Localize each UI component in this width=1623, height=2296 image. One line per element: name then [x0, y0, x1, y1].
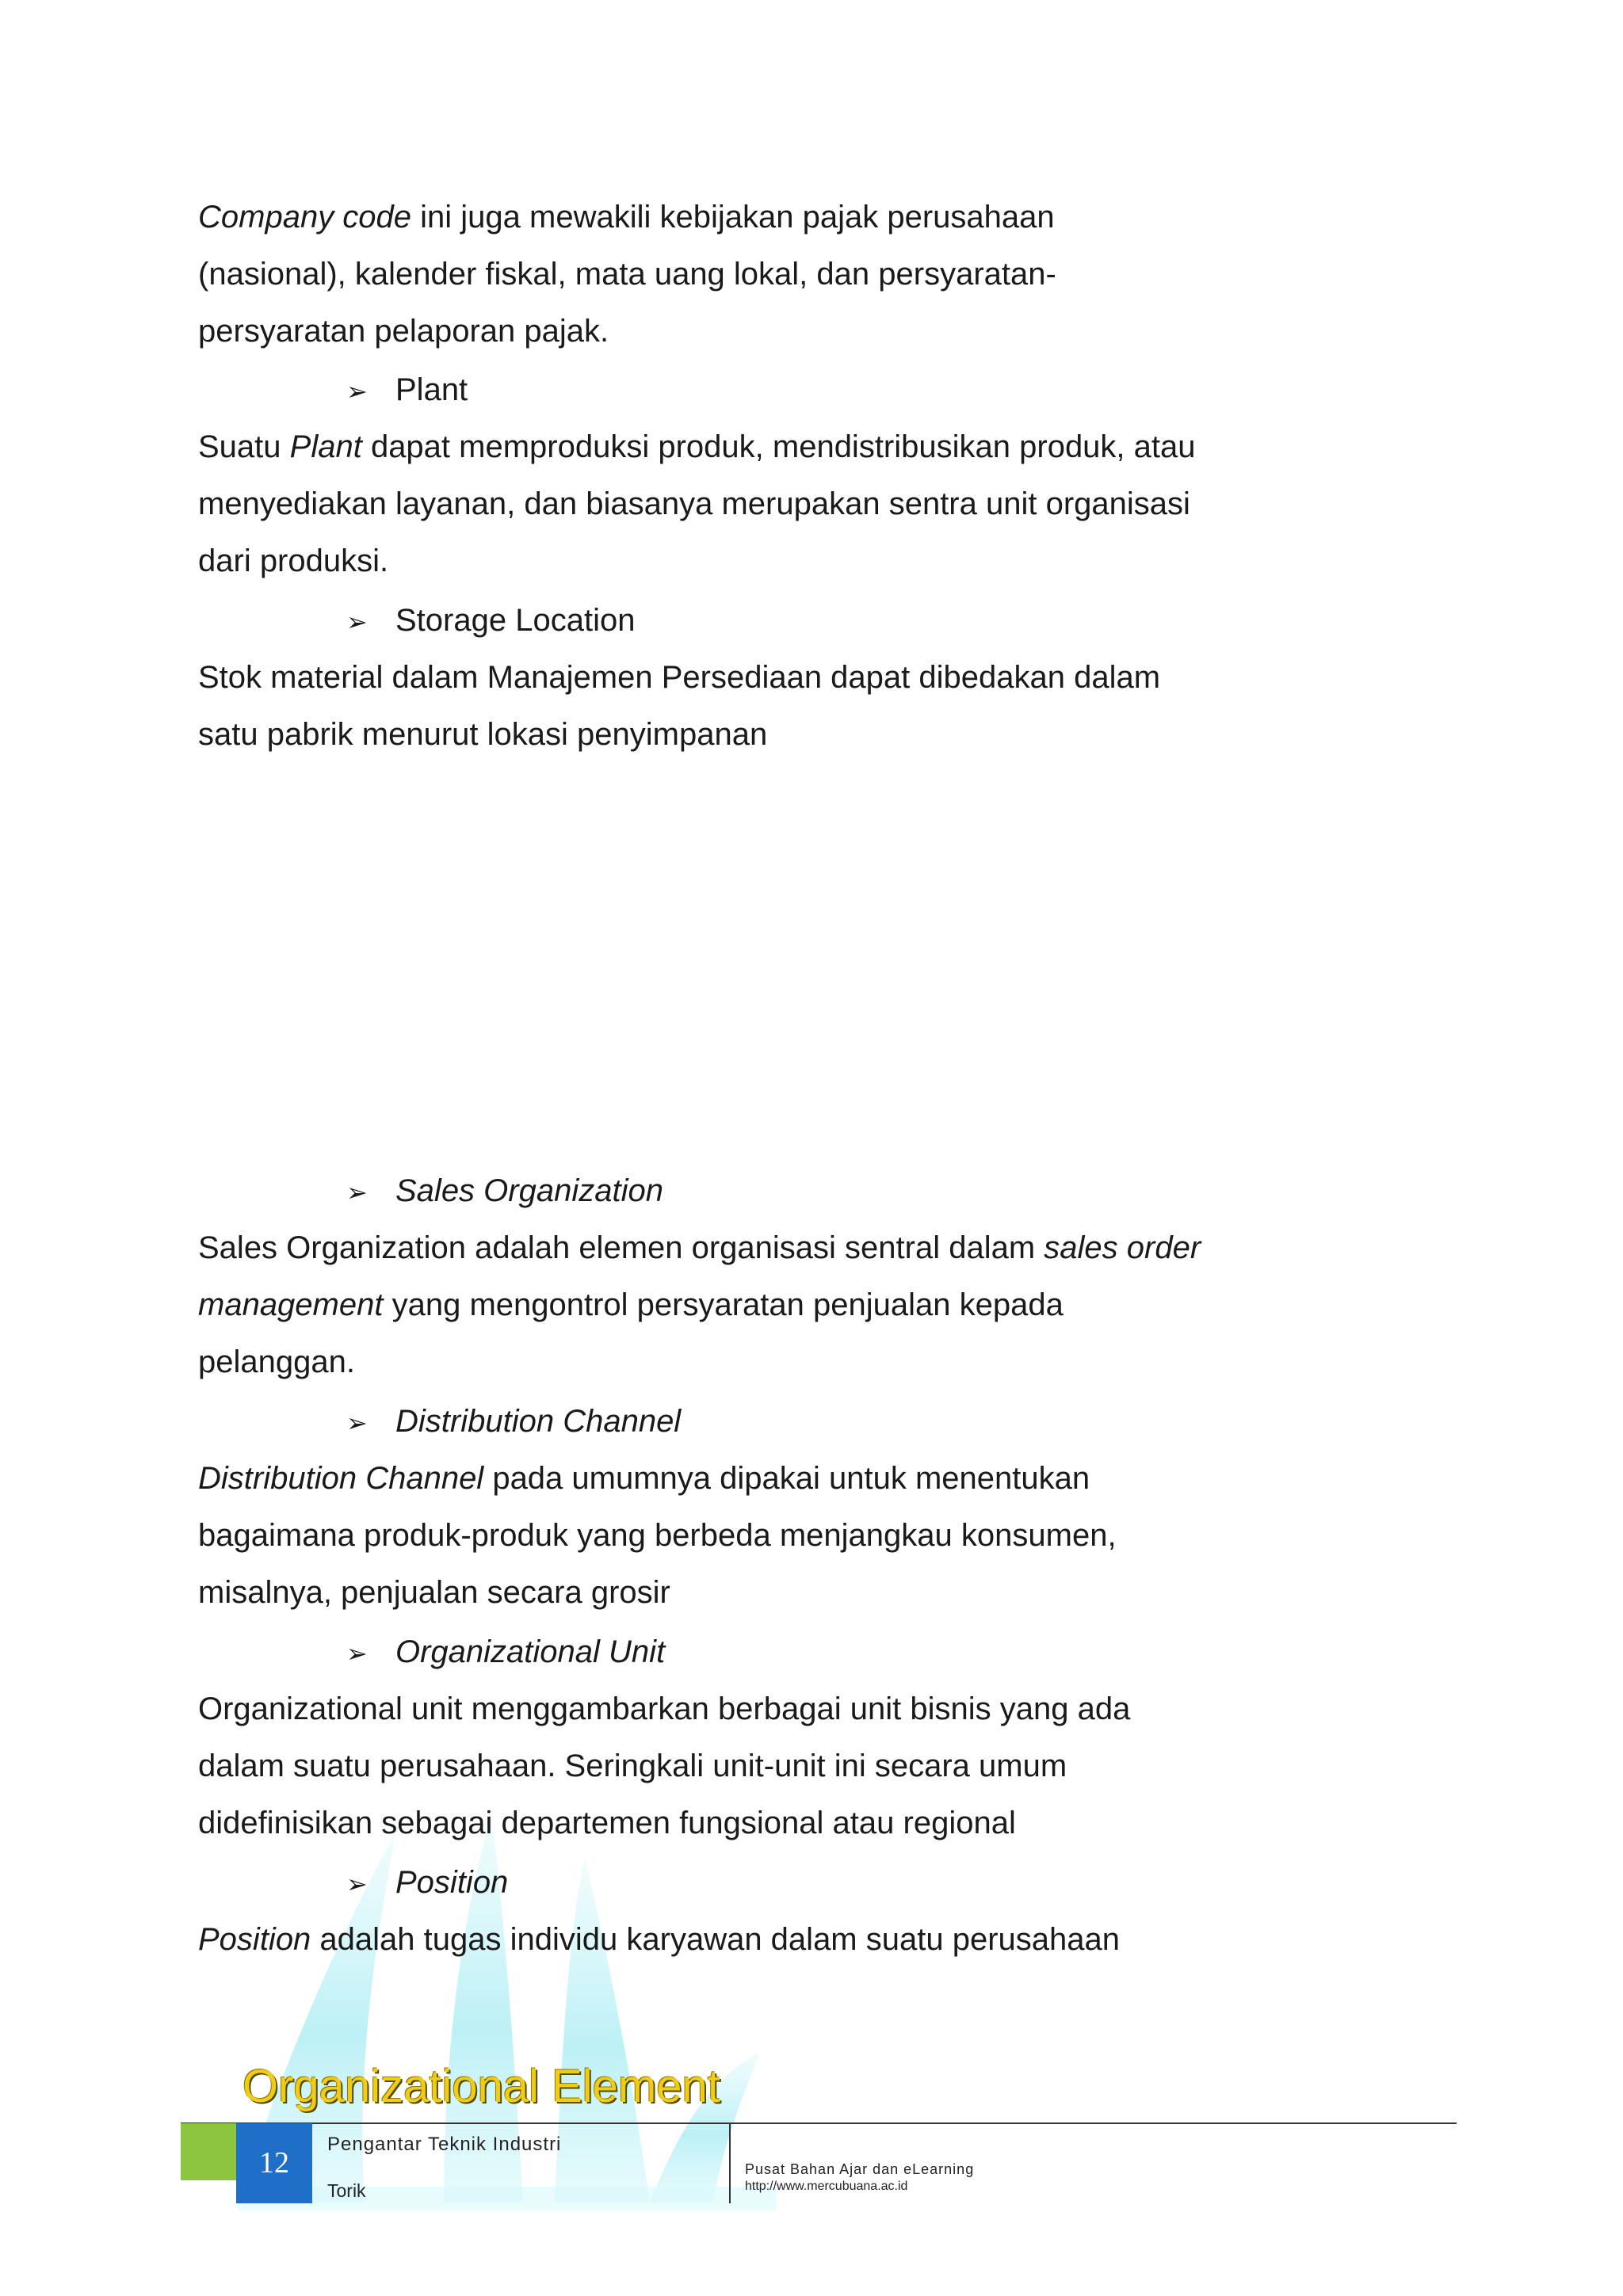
footer-divider-line — [181, 2122, 1457, 2124]
italic-term: Company code — [198, 200, 412, 235]
bullet-plant — [346, 361, 468, 420]
text-line: didefinisikan sebagai departemen fungsional atau regional — [198, 1806, 1016, 1840]
paragraph-position — [198, 1911, 1120, 1968]
italic-term: Plant — [289, 429, 362, 464]
paragraph-organizational-unit — [198, 1680, 1130, 1852]
text-line: Stok material dalam Manajemen Persediaan dapat dibedakan dalam — [198, 660, 1161, 695]
footer-vertical-divider — [729, 2123, 731, 2203]
text-line: dalam suatu perusahaan. Seringkali unit-unit ini secara umum — [198, 1749, 1067, 1783]
bullet-label: Sales Organization — [395, 1173, 663, 1208]
text-span: ini juga mewakili kebijakan pajak perusahaan — [411, 200, 1055, 235]
text-line: persyaratan pelaporan pajak. — [198, 314, 609, 349]
text-line — [198, 1219, 1201, 1276]
text-line — [198, 1276, 1201, 1333]
text-span: adalah tugas individu karyawan dalam suatu perusahaan — [311, 1922, 1120, 1957]
arrow-bullet-icon: ➢ — [346, 1870, 368, 1898]
text-line: misalnya, penjualan secara grosir — [198, 1575, 670, 1610]
italic-term: sales order — [1044, 1230, 1201, 1265]
text-line — [198, 1450, 1117, 1507]
text-span: Sales Organization adalah elemen organisasi sentral dalam — [198, 1230, 1044, 1265]
italic-term: management — [198, 1287, 384, 1322]
italic-term: Distribution Channel — [198, 1461, 484, 1496]
text-span: pada umumnya dipakai untuk menentukan — [483, 1461, 1090, 1496]
paragraph-sales — [198, 1219, 1201, 1390]
bullet-label: Plant — [395, 372, 468, 407]
bullet-organizational-unit — [346, 1623, 665, 1682]
text-line: pelanggan. — [198, 1344, 355, 1379]
arrow-bullet-icon: ➢ — [346, 1409, 368, 1437]
page-number: 12 — [259, 2146, 289, 2180]
bullet-label: Position — [395, 1865, 509, 1900]
arrow-bullet-icon: ➢ — [346, 1639, 368, 1668]
institution-url[interactable]: http://www.mercubuana.ac.id — [745, 2180, 908, 2193]
text-line: satu pabrik menurut lokasi penyimpanan — [198, 717, 768, 752]
bullet-storage-location — [346, 592, 635, 650]
arrow-bullet-icon: ➢ — [346, 608, 368, 636]
bullet-sales-organization — [346, 1162, 663, 1221]
paragraph-storage — [198, 649, 1160, 763]
year-badge — [181, 2123, 236, 2180]
text-span: yang mengontrol persyaratan penjualan kepada — [383, 1287, 1064, 1322]
text-line: Organizational unit menggambarkan berbagai unit bisnis yang ada — [198, 1691, 1131, 1726]
text-line: (nasional), kalender fiskal, mata uang lokal, dan persyaratan- — [198, 257, 1056, 292]
text-line: bagaimana produk-produk yang berbeda menjangkau konsumen, — [198, 1518, 1117, 1553]
bullet-position — [346, 1854, 508, 1913]
bullet-distribution-channel — [346, 1393, 681, 1451]
bullet-label: Organizational Unit — [395, 1634, 666, 1669]
course-title: Pengantar Teknik Industri — [327, 2134, 562, 2155]
italic-term: Position — [198, 1922, 311, 1957]
bullet-label: Storage Location — [395, 603, 636, 638]
arrow-bullet-icon: ➢ — [346, 1178, 368, 1207]
text-line: dari produksi. — [198, 543, 389, 578]
author-name: Torik — [327, 2180, 366, 2201]
text-line — [198, 1911, 1120, 1968]
paragraph-distribution — [198, 1450, 1117, 1621]
text-line — [198, 189, 1056, 246]
text-span: Suatu — [198, 429, 290, 464]
text-line — [198, 418, 1196, 475]
arrow-bullet-icon: ➢ — [346, 377, 368, 406]
paragraph-company-code — [198, 189, 1056, 360]
bullet-label: Distribution Channel — [395, 1404, 682, 1439]
institution-name: Pusat Bahan Ajar dan eLearning — [745, 2161, 975, 2177]
text-span: dapat memproduksi produk, mendistribusikan produk, atau — [361, 429, 1196, 464]
paragraph-plant — [198, 418, 1196, 589]
text-line: menyediakan layanan, dan biasanya merupakan sentra unit organisasi — [198, 486, 1190, 521]
section-title: Organizational Element — [242, 2061, 720, 2112]
